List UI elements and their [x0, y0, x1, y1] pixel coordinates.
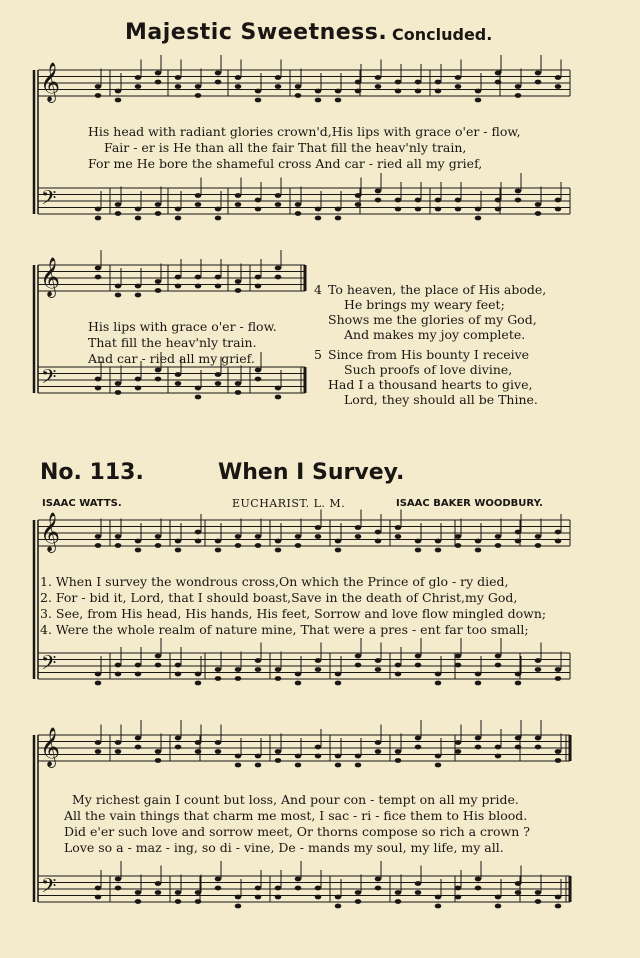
svg-text:𝄢: 𝄢: [41, 365, 57, 393]
verse-line: To heaven, the place of His abode,: [328, 282, 547, 297]
hymn-number: No. 113.: [40, 460, 144, 485]
lyric-line: 4. Were the whole realm of nature mine, That were a pres - ent far too small;: [40, 622, 529, 637]
lyric-line: My richest gain I count but loss, And pour con - tempt on all my pride.: [72, 792, 519, 807]
verse-number: 5: [314, 347, 322, 362]
svg-text:𝄞: 𝄞: [40, 62, 61, 102]
lyric-line: Fair - er is He than all the fair That fill the heav'nly train,: [104, 140, 467, 155]
svg-text:𝄞: 𝄞: [40, 257, 61, 297]
verse-line: Had I a thousand hearts to give,: [328, 377, 533, 392]
svg-text:𝄢: 𝄢: [41, 874, 57, 902]
lyric-line: 1. When I survey the wondrous cross,On which the Prince of glo - ry died,: [40, 574, 509, 589]
lyric-line: His head with radiant glories crown'd,His lips with grace o'er - flow,: [88, 124, 521, 139]
author-credit: ISAAC WATTS.: [42, 498, 122, 509]
verse-line: Since from His bounty I receive: [328, 347, 530, 362]
hymn-subtitle: Concluded.: [392, 25, 493, 44]
lyric-line: All the vain things that charm me most, I sac - ri - fice them to His blood.: [64, 808, 528, 823]
svg-text:𝄞: 𝄞: [40, 512, 61, 552]
lyric-line: Love so a - maz - ing, so di - vine, De - mands my soul, my life, my all.: [64, 840, 504, 855]
lyric-line: 2. For - bid it, Lord, that I should boast,Save in the death of Christ,my God,: [40, 590, 518, 605]
lyric-line: 3. See, from His head, His hands, His feet, Sorrow and love flow mingled down;: [40, 606, 547, 621]
lyric-line: And car - ried all my grief.: [88, 351, 255, 366]
verse-line: Lord, they should all be Thine.: [344, 392, 538, 407]
lyric-line: For me He bore the shameful cross And car - ried all my grief,: [88, 156, 483, 171]
verse-line: Shows me the glories of my God,: [328, 312, 537, 327]
svg-text:𝄢: 𝄢: [41, 651, 57, 679]
lyric-line: Did e'er such love and sorrow meet, Or thorns compose so rich a crown ?: [64, 824, 530, 839]
verse-line: Such proofs of love divine,: [344, 362, 513, 377]
svg-text:𝄞: 𝄞: [40, 727, 61, 767]
verse-number: 4: [314, 282, 322, 297]
verse-line: He brings my weary feet;: [344, 297, 505, 312]
lyric-line: That fill the heav'nly train.: [88, 335, 257, 350]
composer-credit: ISAAC BAKER WOODBURY.: [396, 498, 543, 509]
tune-name: EUCHARIST. L. M.: [232, 497, 346, 510]
hymn-title: When I Survey.: [218, 460, 405, 485]
lyric-line: His lips with grace o'er - flow.: [88, 319, 277, 334]
hymn-title: Majestic Sweetness.: [125, 20, 388, 45]
svg-text:𝄢: 𝄢: [41, 186, 57, 214]
verse-line: And makes my joy complete.: [344, 327, 526, 342]
